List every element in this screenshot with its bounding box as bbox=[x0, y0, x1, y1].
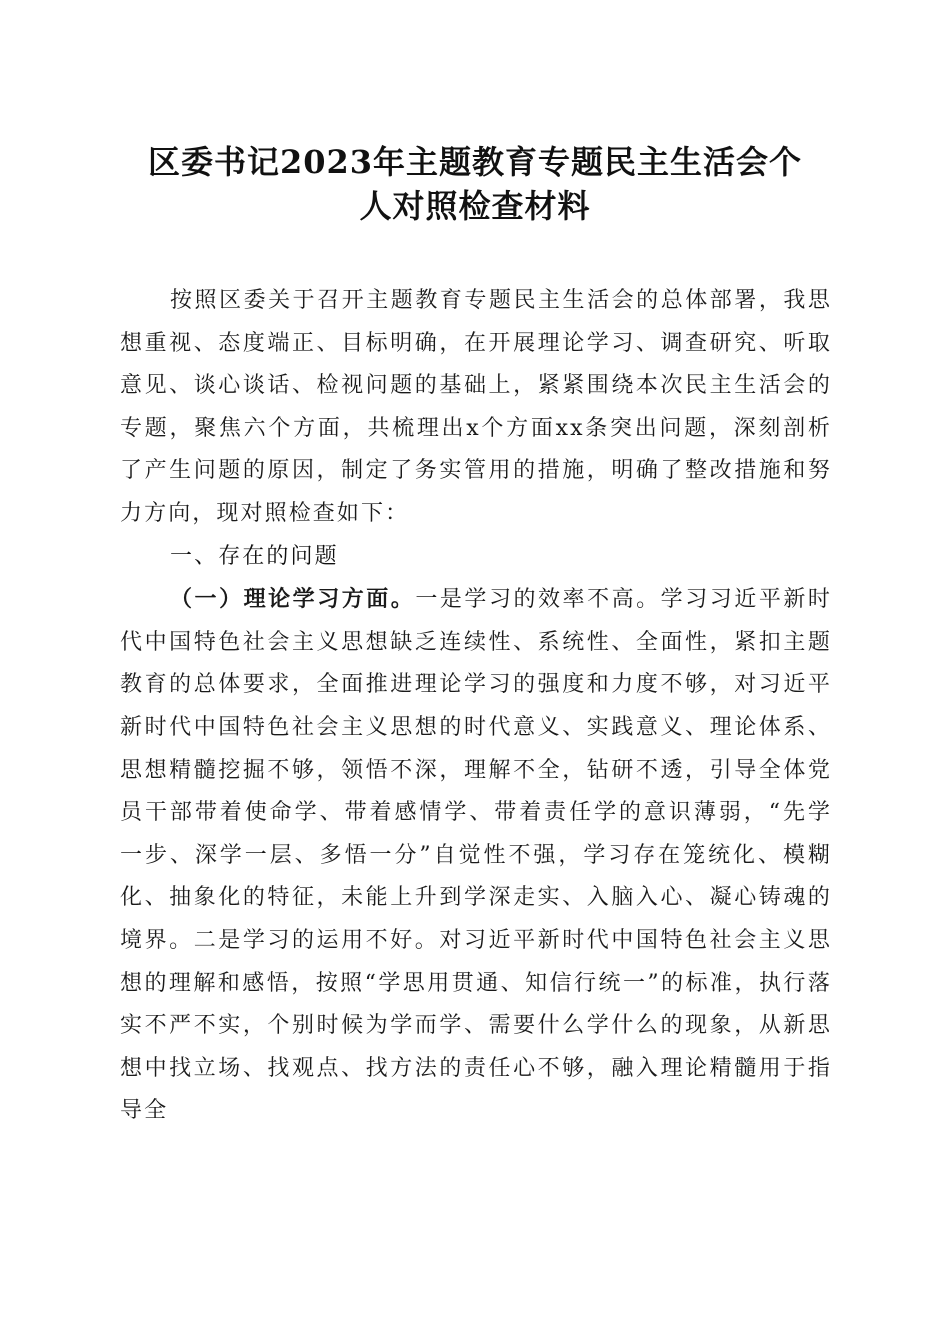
subsection-theory-study bbox=[120, 578, 832, 1133]
document-title bbox=[110, 140, 840, 228]
section-heading-problems: 一、存在的问题 bbox=[170, 543, 339, 569]
title-line-2: 人对照检查材料 bbox=[359, 187, 591, 225]
intro-paragraph: 按照区委关于召开主题教育专题民主生活会的总体部署，我思想重视、态度端正、目标明确，在开展理论学习、调查研究、听取意见、谈心谈话、检视问题的基础上，紧紧围绕本次民主生活会的专题，聚焦六个方面，共梳理出x个方面xx条突出问题，深刻剖析了产生问题的原因，制定了务实管用的措施，明确了整改措施和努力方向，现对照检查如下： bbox=[120, 288, 832, 526]
subsection-text: 一是学习的效率不高。学习习近平新时代中国特色社会主义思想缺乏连续性、系统性、全面性，紧扣主题教育的总体要求，全面推进理论学习的强度和力度不够，对习近平新时代中国特色社会主义思想的时代意义、实践意义、理论体系、思想精髓挖掘不够，领悟不深，理解不全，钻研不透，引导全体党员干部带着使命学、带着感情学、带着责任学的意识薄弱，“先学一步、深学一层、多悟一分”自觉性不强，学习存在笼统化、模糊化、抽象化的特征，未能上升到学深走实、入脑入心、凝心铸魂的境界。二是学习的运用不好。对习近平新时代中国特色社会主义思想的理解和感悟，按照“学思用贯通、知信行统一”的标准，执行落实不严不实，个别时候为学而学、需要什么学什么的现象，从新思想中找立场、找观点、找方法的责任心不够，融入理论精髓用于指导全 bbox=[120, 587, 832, 1124]
title-line-1: 区委书记2023年主题教育专题民主生活会个 bbox=[147, 143, 803, 181]
document-body bbox=[120, 280, 832, 1133]
subsection-lead: （一）理论学习方面。 bbox=[170, 586, 416, 613]
